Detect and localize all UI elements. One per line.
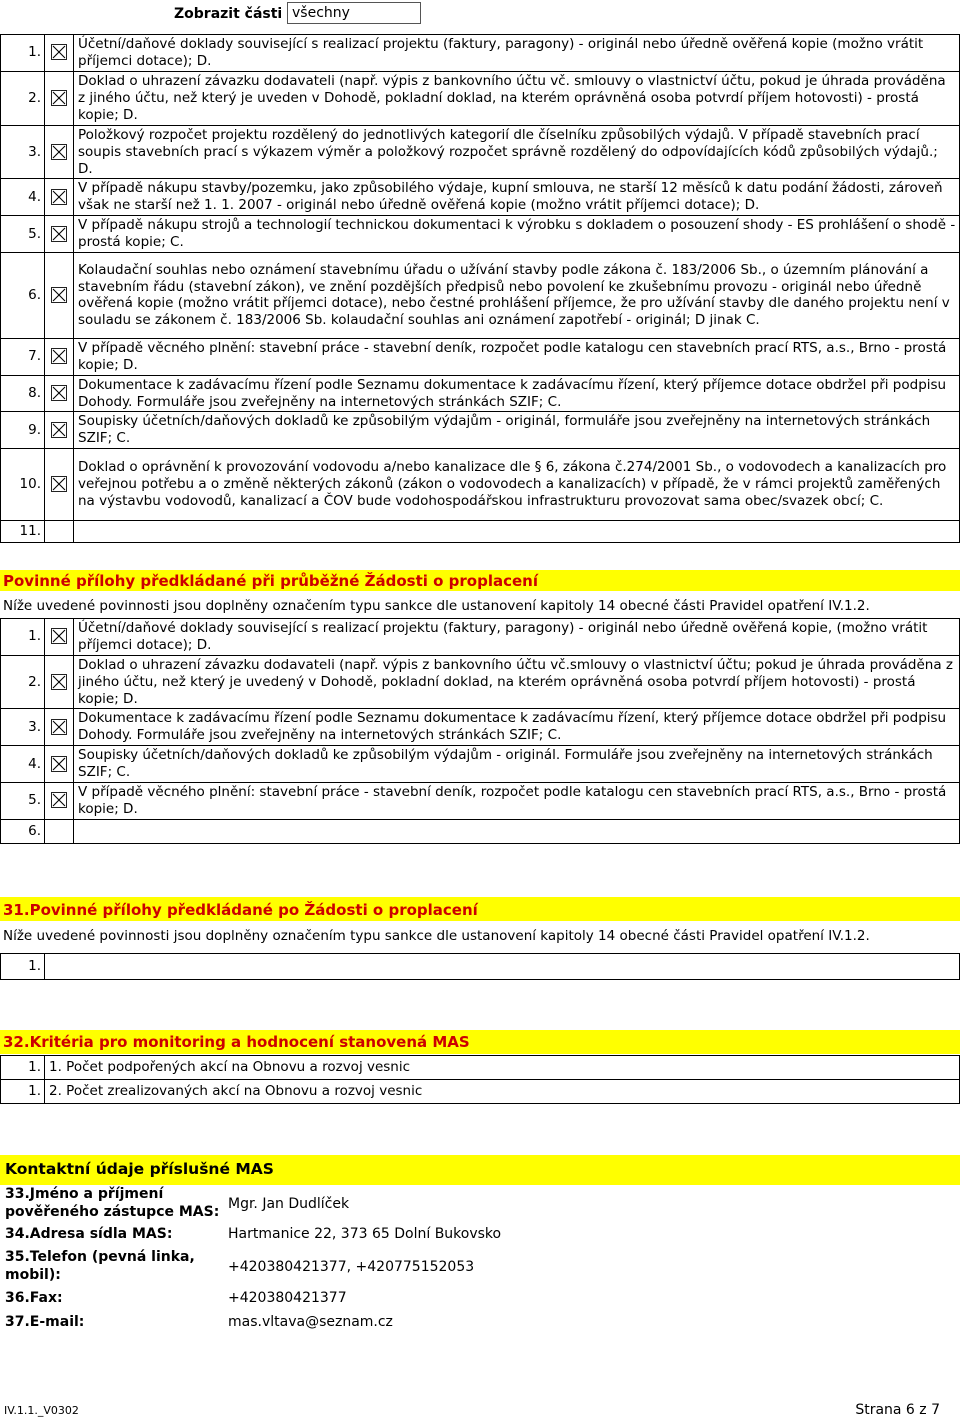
item-checkbox-cell (45, 375, 74, 412)
section-30-title: Povinné přílohy předkládané při průběžné Žádosti o proplacení (3, 572, 538, 590)
list-item (1, 71, 960, 125)
item-text: Soupisky účetních/daňových dokladů ke způsobilým výdajům - originál. Formuláře jsou zveřejněny na internetových stránkách SZIF; C. (74, 746, 960, 783)
contact-value: +420380421377 (228, 1290, 347, 1306)
item-checkbox-cell (45, 216, 74, 253)
checked-box-icon[interactable] (51, 719, 67, 735)
contact-label: 37.E-mail: (5, 1314, 85, 1330)
list-item (1, 338, 960, 375)
item-number: 2. (1, 655, 45, 709)
item-number: 10. (1, 449, 45, 521)
item-number: 6. (1, 819, 45, 843)
section-31-note: Níže uvedené povinnosti jsou doplněny označením typu sankce dle ustanovení kapitoly 14 obecné části Pravidel opatření IV.1.2. (3, 928, 870, 944)
checked-box-icon[interactable] (51, 44, 67, 60)
checked-box-icon[interactable] (51, 90, 67, 106)
list-item (1, 125, 960, 179)
item-checkbox-cell (45, 709, 74, 746)
section-32-title: 32.Kritéria pro monitoring a hodnocení stanovená MAS (3, 1033, 470, 1051)
page-number: Strana 6 z 7 (855, 1402, 940, 1418)
item-text: Kolaudační souhlas nebo oznámení stavebnímu úřadu o užívání stavby podle zákona č. 183/2006 Sb., o územním plánování a stavebním řádu (stavební zákon), ve znění pozdějších předpisů nebo povolení ke zkušebnímu provozu - originál nebo úředně ověřená kopie (možno vrátit příjemci dotace), nebo čestné prohlášení příjemce, že pro užívání stavby dle daného projektu není v souladu se zákonem č. 183/2006 Sb. kolaudační souhlas ani oznámení zapotřebí - originál; D jinak C. (74, 252, 960, 338)
item-number: 1. (1, 954, 45, 980)
item-checkbox-cell (45, 412, 74, 449)
item-number: 3. (1, 709, 45, 746)
list-item (1, 449, 960, 521)
checked-box-icon[interactable] (51, 226, 67, 242)
list-item (1, 1056, 960, 1080)
list-item (1, 709, 960, 746)
item-number: 6. (1, 252, 45, 338)
section-30-note: Níže uvedené povinnosti jsou doplněny označením typu sankce dle ustanovení kapitoly 14 obecné části Pravidel opatření IV.1.2. (3, 598, 870, 614)
item-text (74, 819, 960, 843)
item-text: Účetní/daňové doklady související s realizací projektu (faktury, paragony) - originál nebo úředně ověřená kopie (možno vrátit příjemci dotace); D. (74, 35, 960, 72)
checked-box-icon[interactable] (51, 144, 67, 160)
checked-box-icon[interactable] (51, 422, 67, 438)
list-item (1, 1080, 960, 1104)
contact-value: Hartmanice 22, 373 65 Dolní Bukovsko (228, 1226, 502, 1242)
list-item (1, 412, 960, 449)
contact-value: +420380421377, +420775152053 (228, 1259, 475, 1275)
item-checkbox-cell (45, 619, 74, 656)
item-text (74, 521, 960, 543)
item-checkbox-cell (45, 746, 74, 783)
checked-box-icon[interactable] (51, 348, 67, 364)
contact-label: 33.Jméno a příjmení pověřeného zástupce MAS: (5, 1186, 220, 1220)
section-32-table (0, 1055, 960, 1104)
item-text: Soupisky účetních/daňových dokladů ke způsobilým výdajům - originál, formuláře jsou zveřejněny na internetových stránkách SZIF; C. (74, 412, 960, 449)
list-item (1, 746, 960, 783)
contact-label: 34.Adresa sídla MAS: (5, 1226, 173, 1242)
item-text: Dokumentace k zadávacímu řízení podle Seznamu dokumentace k zadávacímu řízení, který příjemce dotace obdržel při podpisu Dohody. Formuláře jsou zveřejněny na internetových stránkách SZIF; C. (74, 375, 960, 412)
section-30-table (0, 618, 960, 844)
item-checkbox-cell (45, 782, 74, 819)
item-checkbox-cell (45, 449, 74, 521)
item-text: Doklad o uhrazení závazku dodavateli (např. výpis z bankovního účtu vč.smlouvy o vlastnictví účtu; pokud je úhrada prováděna z jiného účtu, než který je uvedený v Dohodě, pokladní doklad, na kterém oprávněná osoba potvrdí příjem hotovosti) - prostá kopie; D. (74, 655, 960, 709)
item-text: Položkový rozpočet projektu rozdělený do jednotlivých kategorií dle číselníku způsobilých výdajů. V případě stavebních prací soupis stavebních prací s výkazem výměr a položkový rozpočet správně rozdělený do odpovídajících kódů způsobilých výdajů.; D. (74, 125, 960, 179)
checked-box-icon[interactable] (51, 287, 67, 303)
item-number: 7. (1, 338, 45, 375)
item-number: 2. (1, 71, 45, 125)
checked-box-icon[interactable] (51, 628, 67, 644)
document-code: IV.1.1._V0302 (4, 1404, 79, 1417)
item-number: 5. (1, 782, 45, 819)
item-number: 8. (1, 375, 45, 412)
checked-box-icon[interactable] (51, 385, 67, 401)
item-checkbox-cell (45, 35, 74, 72)
section-31-title: 31.Povinné přílohy předkládané po Žádosti o proplacení (3, 901, 478, 919)
item-text: Dokumentace k zadávacímu řízení podle Seznamu dokumentace k zadávacímu řízení, který příjemce dotace obdržel při podpisu Dohody. Formuláře jsou zveřejněny na internetových stránkách SZIF; C. (74, 709, 960, 746)
list-item (1, 521, 960, 543)
list-item (1, 179, 960, 216)
list-item (1, 619, 960, 656)
list-item (1, 782, 960, 819)
list-item (1, 819, 960, 843)
item-checkbox-cell (45, 252, 74, 338)
list-item (1, 375, 960, 412)
checked-box-icon[interactable] (51, 476, 67, 492)
list-item (1, 252, 960, 338)
item-number: 9. (1, 412, 45, 449)
item-number: 11. (1, 521, 45, 543)
item-checkbox-cell (45, 819, 74, 843)
item-text: V případě nákupu strojů a technologií technickou dokumentaci k výrobku s dokladem o posouzení shody - ES prohlášení o shodě - prostá kopie; C. (74, 216, 960, 253)
item-number: 5. (1, 216, 45, 253)
checked-box-icon[interactable] (51, 674, 67, 690)
item-checkbox-cell (45, 179, 74, 216)
item-number: 1. (1, 35, 45, 72)
item-text: V případě věcného plnění: stavební práce - stavební deník, rozpočet podle katalogu cen stavebních prací RTS, a.s., Brno - prostá kopie; D. (74, 782, 960, 819)
list-item (1, 35, 960, 72)
contact-title: Kontaktní údaje příslušné MAS (5, 1160, 274, 1178)
item-text: Doklad o oprávnění k provozování vodovodu a/nebo kanalizace dle § 6, zákona č.274/2001 Sb., o vodovodech a kanalizacích pro veřejnou potřebu a o změně některých zákonů (zákon o vodovodech a kanalizacích) v případě, že v rámci projektů zaměřených na výstavbu vodovodů, kanalizací a ČOV bude vodohospodářskou infrastrukturu provozovat sama obec/svazek obcí; C. (74, 449, 960, 521)
item-checkbox-cell (45, 655, 74, 709)
item-number: 1. (1, 1080, 45, 1104)
section-31-table (0, 953, 960, 980)
item-text: V případě nákupu stavby/pozemku, jako způsobilého výdaje, kupní smlouva, ne starší 12 měsíců k datu podání žádosti, zároveň však ne starší než 1. 1. 2007 - originál nebo úředně ověřená kopie (možno vrátit příjemci dotace); D. (74, 179, 960, 216)
item-number: 3. (1, 125, 45, 179)
checked-box-icon[interactable] (51, 756, 67, 772)
item-number: 4. (1, 179, 45, 216)
contact-label: 36.Fax: (5, 1290, 63, 1306)
list-item (1, 216, 960, 253)
attachments-table (0, 34, 960, 543)
item-number: 4. (1, 746, 45, 783)
item-text: V případě věcného plnění: stavební práce - stavební deník, rozpočet podle katalogu cen stavebních prací RTS, a.s., Brno - prostá kopie; D. (74, 338, 960, 375)
checked-box-icon[interactable] (51, 189, 67, 205)
item-text (45, 954, 960, 980)
item-checkbox-cell (45, 338, 74, 375)
contact-value[interactable]: mas.vltava@seznam.cz (228, 1314, 393, 1330)
item-text: 1. Počet podpořených akcí na Obnovu a rozvoj vesnic (45, 1056, 960, 1080)
item-text: Účetní/daňové doklady související s realizací projektu (faktury, paragony) - originál nebo úředně ověřená kopie, (možno vrátit příjemci dotace); D. (74, 619, 960, 656)
item-text: 2. Počet zrealizovaných akcí na Obnovu a rozvoj vesnic (45, 1080, 960, 1104)
contact-value: Mgr. Jan Dudlíček (228, 1196, 350, 1212)
filter-label: Zobrazit části (174, 6, 283, 22)
list-item (1, 655, 960, 709)
contact-label: 35.Telefon (pevná linka, mobil): (5, 1249, 195, 1283)
list-item (1, 954, 960, 980)
item-text: Doklad o uhrazení závazku dodavateli (např. výpis z bankovního účtu vč. smlouvy o vlastnictví účtu, pokud je úhrada prováděna z jiného účtu, než který je uveden v Dohodě, pokladní doklad, na kterém oprávněná osoba potvrdí příjem hotovosti) - prostá kopie; D. (74, 71, 960, 125)
filter-select[interactable]: všechny (287, 2, 421, 24)
checked-box-icon[interactable] (51, 792, 67, 808)
item-checkbox-cell (45, 125, 74, 179)
item-number: 1. (1, 1056, 45, 1080)
item-checkbox-cell (45, 521, 74, 543)
item-checkbox-cell (45, 71, 74, 125)
filter-bar (0, 0, 960, 30)
item-number: 1. (1, 619, 45, 656)
